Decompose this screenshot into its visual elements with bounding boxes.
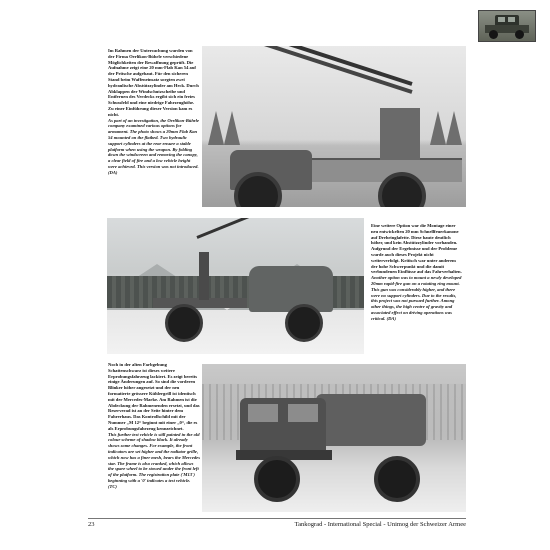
running-title: Tankograd - International Special - Unimog der Schweizer Armee xyxy=(294,521,466,528)
caption-1-credit: (DA) xyxy=(108,169,118,175)
caption-3-german: Noch in der alten Farbgebung Schattenschwarz ist dieses weitere Erprobungsfahrzeug lackiert. Es zeigt bereits einige Änderungen auf. So sind die vorderen Blinker höher angesetzt und der neu formatierte grössere Kühlergrill ist identisch mit der Mercedes-Marke. Am Rahmen ist die Abdeckung der Rahmenenden ersetzt, und das Reserverad ist an der Seite hinter dem Fahrerhaus. Das Kontrollschild mit der Nummer „M 12“ beginnt mit einer „0“, die es als Erprobungsfahrzeug kennzeichnet. xyxy=(108,362,200,431)
section-thumbnail-image xyxy=(478,10,536,42)
page-number: 23 xyxy=(88,521,95,528)
caption-2-english: Another option was to mount a newly developed 20mm rapid-fire gun on a rotating ring mount. This gun was considerably higher, and there were no support cylinders. Due to the results, this project was not pursued further. Among other things, the high centre of gravity and associated effect on driving operations was critical. xyxy=(371,275,462,321)
caption-block-1 xyxy=(108,48,200,176)
footer-rule xyxy=(88,518,466,519)
caption-block-2 xyxy=(371,223,463,322)
caption-3-english: This further test vehicle is still painted in the old colour scheme of shadow black. It already shows some changes. For example, the front indicators are set higher and the radiator grille, which now has a finer mesh, bears the Mercedes star. The frame is also cranked, which allows the spare wheel to be stowed under the front left of the platform. The registration plate ('M13') beginning with a '0' indicates a test vehicle. xyxy=(108,431,201,483)
photo-ring-mount-unimog xyxy=(107,218,364,354)
photo-test-vehicle-unimog xyxy=(202,364,466,512)
caption-2-german: Eine weitere Option war die Montage einer neu entwickelten 20 mm Schnellfeuerkanone auf Drehringlafette. Diese baute deutlich höher, und kein Abstützzylinder vorhanden. Aufgrund der Ergebnisse und der Probleme wurde auch dieses Projekt nicht weiterverfolgt. Kritisch war unter anderem der hohe Schwerpunkt und die damit verbundenen Einflüsse auf das Fahrverhalten. xyxy=(371,223,462,275)
caption-block-3 xyxy=(108,362,200,490)
caption-1-english: As part of an investigation, the Oerlikon-Bührle company examined various options for armament. The photo shows a 20mm Flab Kan 54 mounted on the flatbed. Two hydraulic support cylinders at the rear ensure a stable platform when using the weapon. By folding down the windscreen and removing the canopy, a clear field of fire and a low vehicle height were achieved. This version was not introduced. xyxy=(108,117,199,169)
photo-anti-aircraft-unimog xyxy=(202,46,466,207)
caption-2-credit: (DA) xyxy=(386,315,397,321)
caption-3-credit: (TC) xyxy=(108,483,117,489)
caption-1-german: Im Rahmen der Untersuchung wurden von der Firma Oerlikon-Bührle verschiedene Möglichkeiten der Bewaffnung geprüft. Die Aufnahme zeigt eine 20 mm-Flab Kan 54 auf der Pritsche aufgebaut. Für den sicheren Stand beim Waffeneinsatz sorgten zwei hydraulische Abstützzylinder am Heck. Durch Abklappen der Windschutzscheibe und Entfernen des Verdecks ergibt sich ein freies Schussfeld und eine niedrige Fahrzeughöhe. Zu einer Einführung dieser Version kam es nicht. xyxy=(108,48,199,117)
